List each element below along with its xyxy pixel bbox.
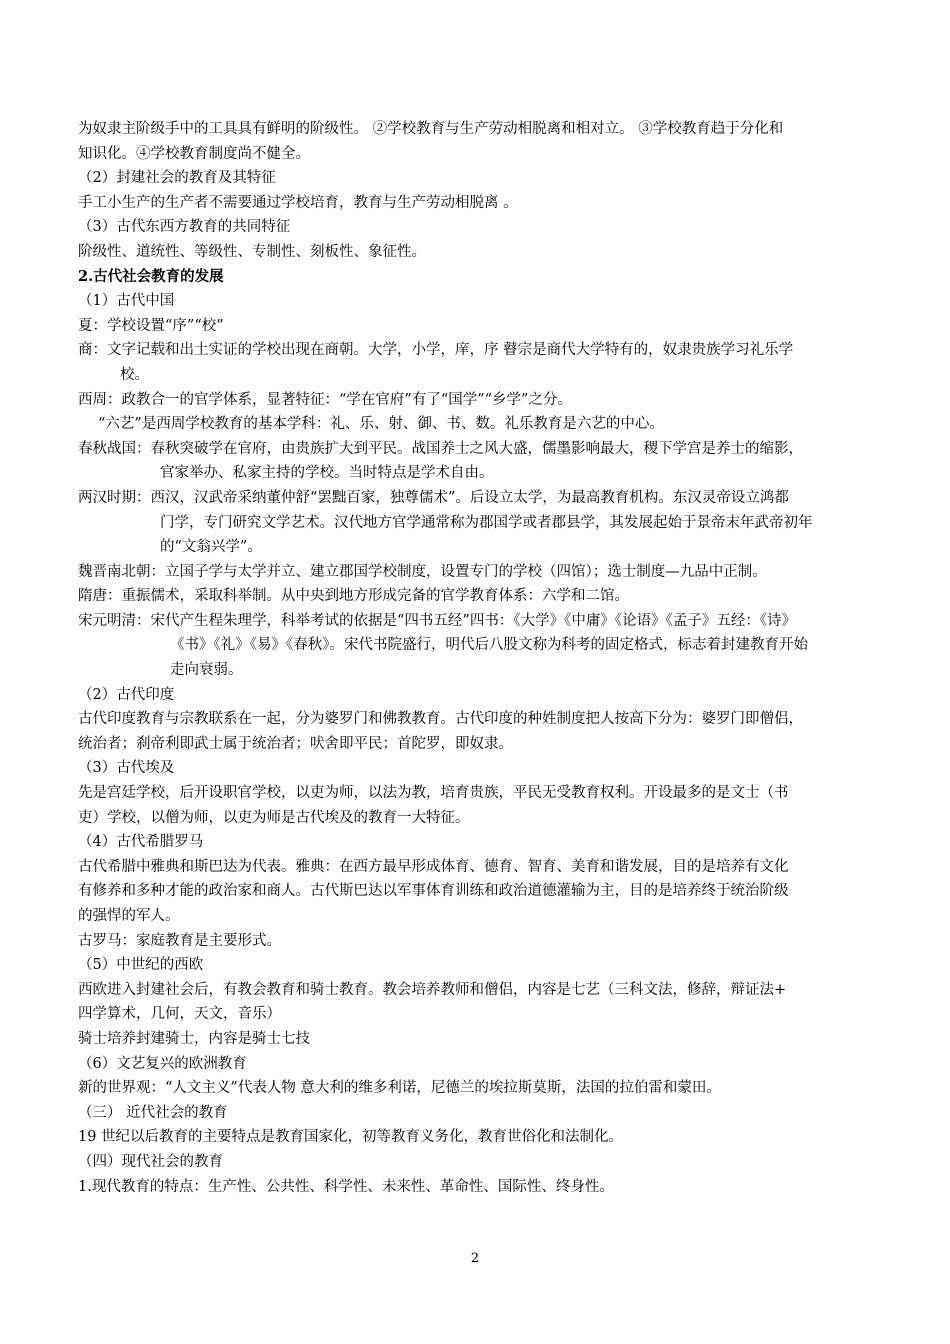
text-line-xia: 夏：学校设置“序”“校” bbox=[78, 317, 224, 334]
text-line-shang-cont: 校。 bbox=[120, 366, 149, 383]
text-line-shang: 商：文字记载和出土实证的学校出现在商朝。大学，小学，庠，序 瞽宗是商代大学特有的，奴隶贵族学习礼乐学 bbox=[78, 342, 794, 359]
text-line-1: 为奴隶主阶级手中的工具具有鲜明的阶级性。 ②学校教育与生产劳动相脱离和相对立。 ③学校教育趋于分化和 bbox=[78, 121, 784, 137]
text-line-rome: 古罗马：家庭教育是主要形式。 bbox=[78, 932, 281, 949]
text-line-han: 两汉时期：西汉，汉武帝采纳董仲舒“罢黜百家，独尊儒术”。后设立太学，为最高教育机构。东汉灵帝设立鸿都 bbox=[78, 489, 789, 506]
section-heading-medieval-europe: （5）中世纪的西欧 bbox=[78, 957, 204, 974]
section-heading-greece-rome: （4）古代希腊罗马 bbox=[78, 834, 204, 851]
text-line-greece-2: 有修养和多种才能的政治家和商人。古代斯巴达以军事体育训练和政治道德灌输为主，目的是培养终于统治阶级 bbox=[78, 883, 789, 900]
text-line-6: 阶级性、道统性、等级性、专制性、刻板性、象征性。 bbox=[78, 243, 426, 260]
text-line-han-cont-2: 的“文翁兴学”。 bbox=[160, 539, 262, 556]
text-line-wei-jin: 魏晋南北朝：立国子学与太学并立、建立郡国学校制度，设置专门的学校（四馆）；选士制度—九品中正制。 bbox=[78, 563, 767, 580]
section-heading-common-features: （3）古代东西方教育的共同特征 bbox=[78, 219, 291, 236]
text-line-4: 手工小生产的生产者不需要通过学校培育，教育与生产劳动相脱离 。 bbox=[78, 194, 518, 211]
page-number: 2 bbox=[470, 1251, 480, 1266]
text-line-spring-autumn: 春秋战国：春秋突破学在官府，由贵族扩大到平民。战国养士之风大盛，儒墨影响最大，稷下学宫是养士的缩影， bbox=[78, 440, 803, 457]
text-line-medieval-3: 骑士培养封建骑士，内容是骑士七技 bbox=[78, 1030, 310, 1047]
text-line-contemporary: 1.现代教育的特点：生产性、公共性、科学性、未来性、革命性、国际性、终身性。 bbox=[78, 1178, 614, 1195]
section-heading-feudal-education: （2）封建社会的教育及其特征 bbox=[78, 170, 276, 187]
text-line-han-cont-1: 门学，专门研究文学艺术。汉代地方官学通常称为郡国学或者郡县学，其发展起始于景帝末年武帝初年 bbox=[160, 514, 813, 531]
text-line-song-yuan-ming-qing: 宋元明清：宋代产生程朱理学，科举考试的依据是“四书五经”四书：《大学》《中庸》《论语》《孟子》五经：《诗》 bbox=[78, 612, 797, 629]
section-heading-ancient-india: （2）古代印度 bbox=[78, 686, 175, 703]
section-heading-ancient-egypt: （3）古代埃及 bbox=[78, 760, 175, 777]
text-line-egypt-2: 吏）学校，以僧为师，以吏为师是古代埃及的教育一大特征。 bbox=[78, 809, 470, 826]
text-line-renaissance: 新的世界观：“人文主义”代表人物 意大利的维多利诺，尼德兰的埃拉斯莫斯，法国的拉伯雷和蒙田。 bbox=[78, 1080, 721, 1097]
text-line-greece-1: 古代希腊中雅典和斯巴达为代表。雅典：在西方最早形成体育、德育、智育、美育和谐发展，目的是培养有文化 bbox=[78, 858, 789, 875]
document-body bbox=[78, 117, 908, 1199]
text-line-india-1: 古代印度教育与宗教联系在一起，分为婆罗门和佛教教育。古代印度的种姓制度把人按高下分为：婆罗门即僧侣， bbox=[78, 711, 803, 728]
text-line-spring-autumn-cont: 官家举办、私家主持的学校。当时特点是学术自由。 bbox=[160, 465, 494, 482]
text-line-six-arts: “六艺”是西周学校教育的基本学科：礼、乐、射、御、书、数。礼乐教育是六艺的中心。 bbox=[98, 416, 664, 433]
text-line-song-cont-2: 走向衰弱。 bbox=[170, 662, 243, 679]
section-heading-modern-education: （三） 近代社会的教育 bbox=[78, 1104, 228, 1121]
text-line-song-cont-1: 《书》《礼》《易》《春秋》。宋代书院盛行，明代后八股文称为科考的固定格式，标志着封建教育开始 bbox=[170, 637, 808, 654]
section-heading-ancient-china: （1）古代中国 bbox=[78, 293, 175, 310]
text-line-egypt-1: 先是宫廷学校，后开设职官学校，以吏为师，以法为教，培育贵族，平民无受教育权利。开设最多的是文士（书 bbox=[78, 785, 789, 802]
text-line-medieval-1: 西欧进入封建社会后，有教会教育和骑士教育。教会培养教师和僧侣，内容是七艺（三科文法，修辞，辩证法+ bbox=[78, 981, 787, 998]
text-line-greece-3: 的强悍的军人。 bbox=[78, 908, 180, 924]
text-line-modern: 19 世纪以后教育的主要特点是教育国家化，初等教育义务化，教育世俗化和法制化。 bbox=[78, 1129, 624, 1146]
section-heading-contemporary-education: （四）现代社会的教育 bbox=[78, 1153, 223, 1170]
section-heading-ancient-development: 2.古代社会教育的发展 bbox=[78, 267, 224, 285]
text-line-2: 知识化。④学校教育制度尚不健全。 bbox=[78, 145, 310, 162]
section-heading-renaissance: （6）文艺复兴的欧洲教育 bbox=[78, 1055, 247, 1072]
text-line-sui-tang: 隋唐：重振儒术，采取科举制。从中央到地方形成完备的官学教育体系：六学和二馆。 bbox=[78, 588, 629, 605]
text-line-india-2: 统治者；刹帝利即武士属于统治者；吠舍即平民；首陀罗，即奴隶。 bbox=[78, 735, 513, 752]
text-line-medieval-2: 四学算术，几何，天文，音乐） bbox=[78, 1006, 281, 1023]
text-line-western-zhou: 西周：政教合一的官学体系，显著特征：“学在官府”有了“国学”“乡学”之分。 bbox=[78, 391, 572, 408]
